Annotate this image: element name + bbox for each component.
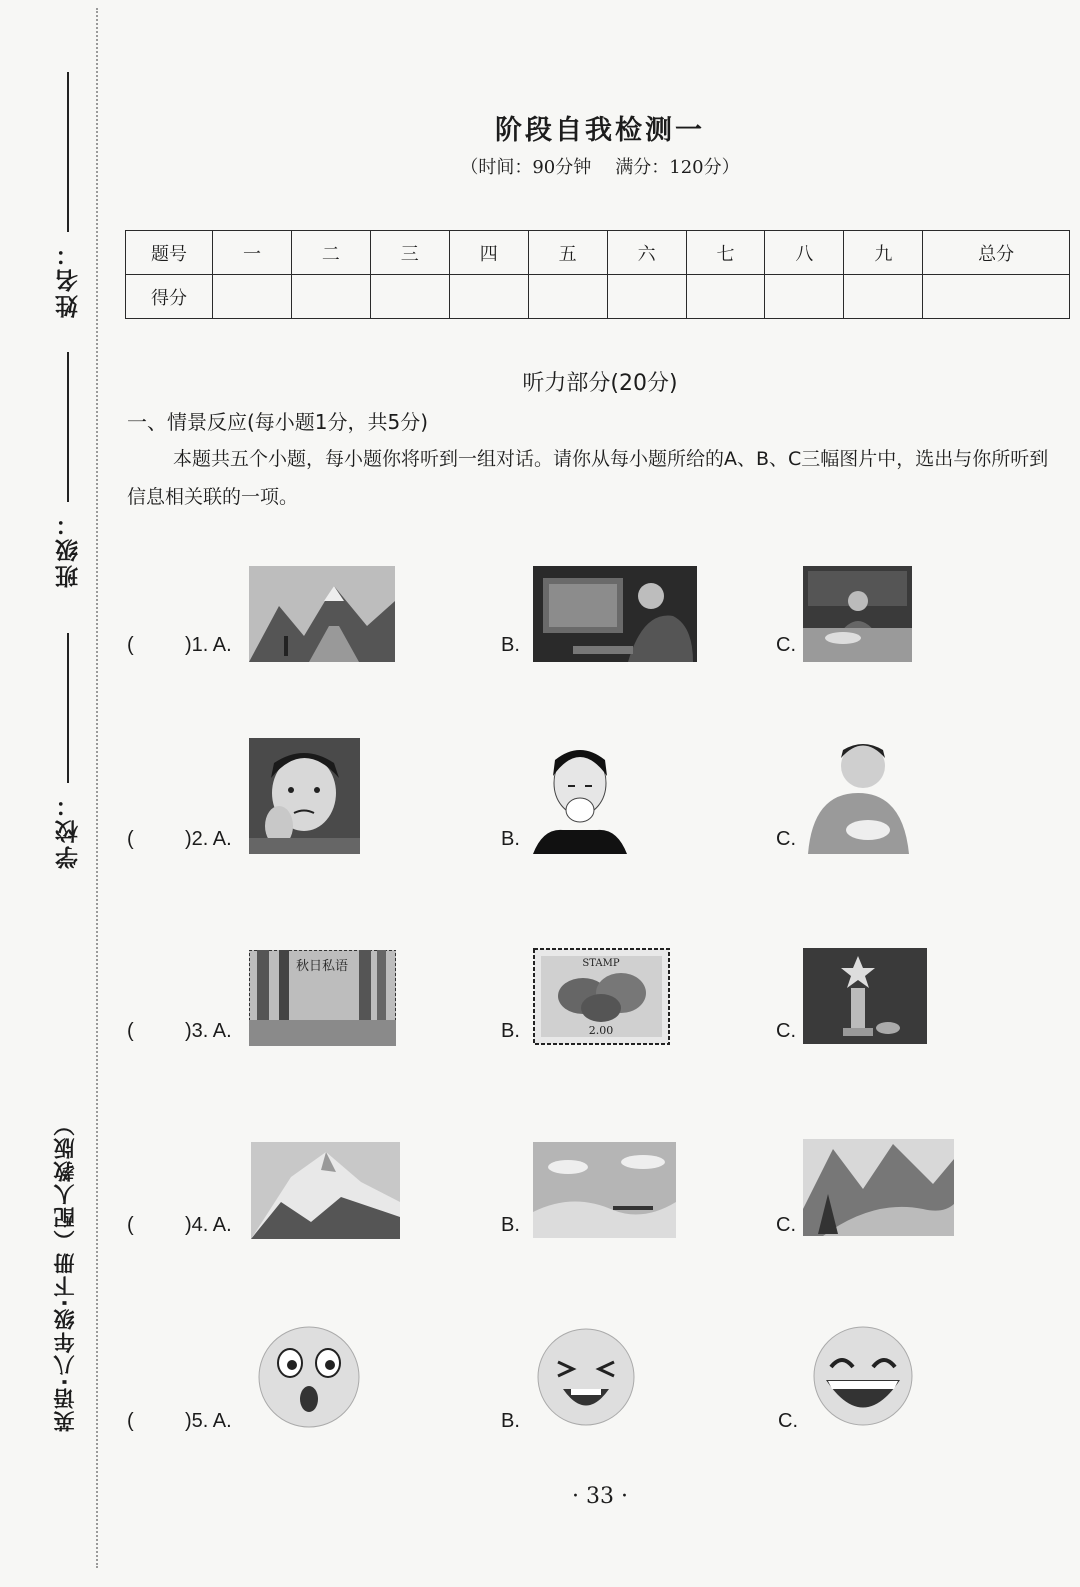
col-6: 六 [607, 231, 686, 275]
trophy-picture[interactable] [803, 948, 927, 1044]
name-blank-line[interactable] [67, 72, 69, 232]
score-cell[interactable] [291, 275, 370, 319]
person-at-table-picture[interactable] [803, 566, 912, 662]
book-label: 英语·八年级·下册（配人教版） [53, 1113, 77, 1432]
col-4: 四 [449, 231, 528, 275]
option-c-letter: C. [776, 1214, 796, 1236]
row-head-number: 题号 [126, 231, 213, 275]
snow-mountain-picture[interactable] [251, 1142, 400, 1239]
col-3: 三 [370, 231, 449, 275]
option-c-letter: C. [776, 634, 796, 656]
score-cell[interactable] [370, 275, 449, 319]
question-row [0, 738, 1080, 858]
question-label: ( )1. A. [127, 634, 232, 656]
stamp-value: 2.00 [588, 1024, 614, 1037]
option-b-letter: B. [501, 1410, 520, 1432]
question-number-row [126, 231, 1070, 275]
col-2: 二 [291, 231, 370, 275]
answer-blank[interactable]: ( [127, 1410, 134, 1432]
answer-blank[interactable]: ( [127, 1020, 134, 1042]
river-valley-picture[interactable] [803, 1139, 954, 1236]
instructions: 本题共五个小题，每小题你将听到一组对话。请你从每小题所给的A、B、C三幅图片中，选出与你所听到信息相关联的一项。 [127, 448, 1049, 508]
autumn-forest-stamp-picture[interactable] [249, 950, 396, 1046]
stamp-word: STAMP [582, 958, 620, 969]
crying-face-picture[interactable] [533, 1327, 639, 1428]
answer-blank[interactable]: ( [127, 828, 134, 850]
row-head-score: 得分 [126, 275, 213, 319]
score-cell[interactable] [607, 275, 686, 319]
part-title: 一、情景反应(每小题1分，共5分) [127, 410, 429, 434]
option-c-letter: C. [776, 1020, 796, 1042]
score-cell[interactable] [686, 275, 765, 319]
page-title: 阶段自我检测一 [495, 115, 705, 146]
computer-gamer-picture[interactable] [533, 566, 697, 662]
toothache-boy-picture[interactable] [249, 738, 360, 854]
class-label: 班级： [55, 510, 82, 588]
option-b-letter: B. [501, 1020, 520, 1042]
col-8: 八 [765, 231, 844, 275]
option-b-letter: B. [501, 828, 520, 850]
option-b-letter: B. [501, 1214, 520, 1236]
desert-camels-picture[interactable] [533, 1142, 676, 1238]
surprised-face-picture[interactable] [252, 1325, 367, 1430]
option-c-letter: C. [776, 828, 796, 850]
question-label: ( )4. A. [127, 1214, 232, 1236]
score-cell[interactable] [528, 275, 607, 319]
school-label: 学校： [55, 791, 82, 869]
name-label: 姓名： [55, 240, 82, 318]
page-number: · 33 · [572, 1484, 628, 1509]
laughing-face-picture[interactable] [806, 1325, 920, 1427]
score-cell[interactable] [449, 275, 528, 319]
score-cell[interactable] [765, 275, 844, 319]
sneezing-boy-picture[interactable] [533, 738, 627, 854]
score-cell[interactable] [844, 275, 923, 319]
question-label: ( )2. A. [127, 828, 232, 850]
col-total: 总分 [923, 231, 1070, 275]
time-limit: （时间：90分钟 [460, 157, 592, 178]
answer-blank[interactable]: ( [127, 1214, 134, 1236]
autumn-stamp-title: 秋日私语 [295, 959, 349, 974]
answer-blank[interactable]: ( [127, 634, 134, 656]
question-row [0, 1137, 1080, 1257]
question-row [0, 1325, 1080, 1445]
question-row [0, 945, 1080, 1065]
col-1: 一 [213, 231, 292, 275]
col-9: 九 [844, 231, 923, 275]
score-cell[interactable] [213, 275, 292, 319]
full-score: 满分：120分） [615, 157, 740, 178]
question-label: ( )5. A. [127, 1410, 232, 1432]
question-label: ( )3. A. [127, 1020, 232, 1042]
option-c-letter: C. [778, 1410, 798, 1432]
option-b-letter: B. [501, 634, 520, 656]
question-row [0, 560, 1080, 680]
stomachache-boy-picture[interactable] [803, 738, 912, 854]
score-table [125, 230, 1070, 319]
mountain-road-picture[interactable] [249, 566, 395, 662]
score-row [126, 275, 1070, 319]
section-title: 听力部分(20分) [522, 371, 678, 396]
flower-stamp-picture[interactable] [533, 948, 670, 1045]
col-5: 五 [528, 231, 607, 275]
col-7: 七 [686, 231, 765, 275]
score-cell[interactable] [923, 275, 1070, 319]
exam-info [0, 153, 1080, 179]
